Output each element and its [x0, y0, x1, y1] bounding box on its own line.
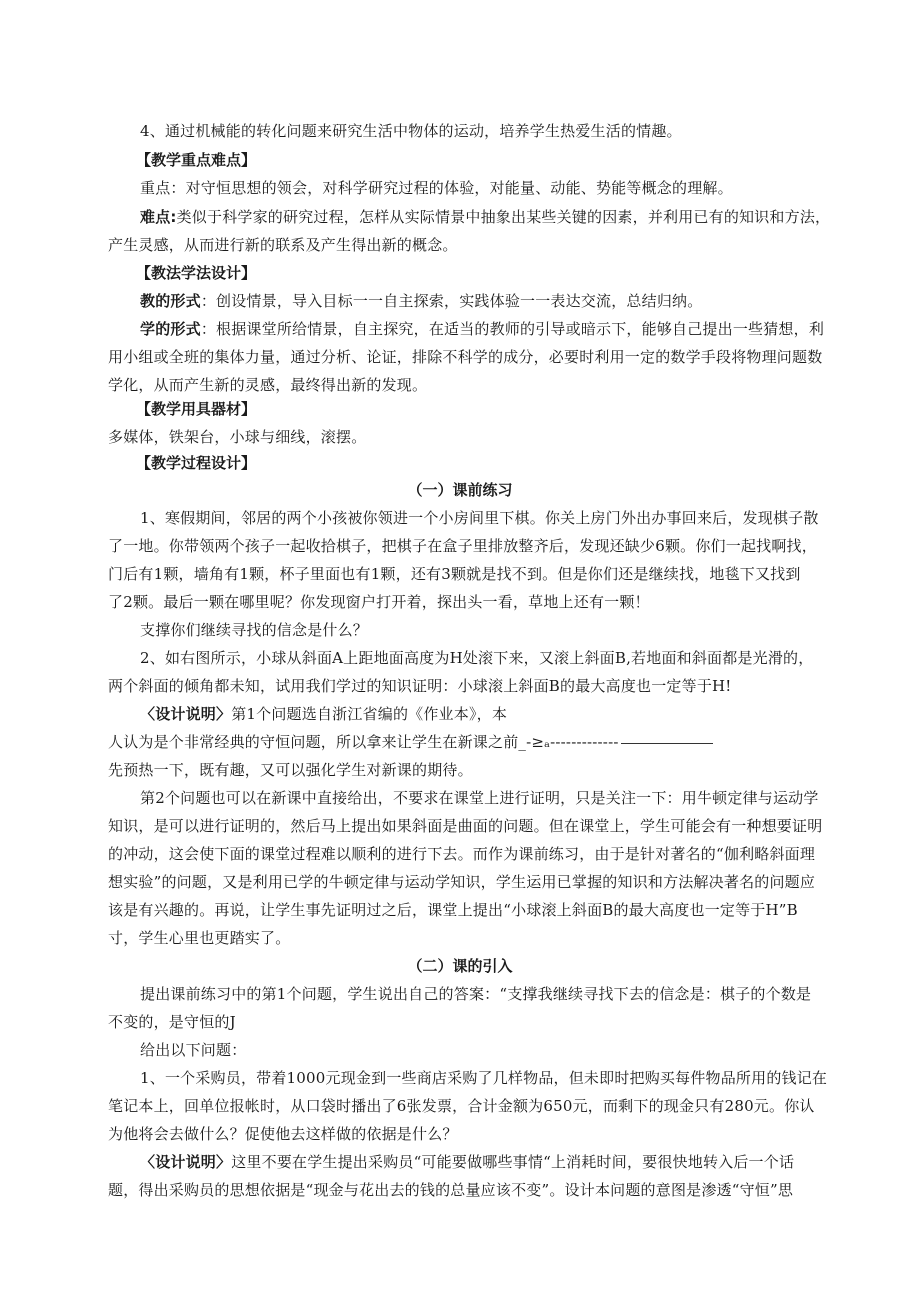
design-note-1-text: 第1个问题选自浙江省编的《作业本》，本: [231, 705, 508, 723]
heading-process: 【教学过程设计】: [136, 454, 257, 472]
question-1-line-4: 了2颗。最后一颗在哪里呢？你发现窗户打开着，探出头一看，草地上还有一颗！: [108, 593, 650, 611]
design-note-1: [140, 703, 507, 724]
design-note-1-cont-text: 人认为是个非常经典的守恒问题，所以拿来让学生在新课之前_-≥ₐ-------------: [108, 733, 619, 751]
difficult-points-cont: 产生灵感，从而进行新的联系及产生得出新的概念。: [108, 236, 458, 254]
learn-label: 学的形式: [140, 320, 201, 338]
question-1-line-5: 支撑你们继续寻找的信念是什么？: [140, 621, 369, 639]
teach-text: ：创设情景，导入目标一一自主探索，实践体验一一表达交流，总结归纳。: [200, 292, 703, 310]
para-2-line-5: 该是有兴趣的。再说，让学生事先证明过之后，课堂上提出“小球滚上斜面B的最大高度也一定等于H”B: [108, 901, 798, 919]
design-note-1-cont-2: 先预热一下，既有趣，又可以强化学生对新课的期待。: [108, 761, 473, 779]
buyer-question-line-1: 1、一个采购员，带着1000元现金到一些商店采购了几样物品，但未即时把购买每件物品所用的钱记在: [140, 1069, 828, 1087]
design-note-2-cont: 题，得出采购员的思想依据是“现金与花出去的钱的总量应该不变”。设计本问题的意图是渗透“守恒”思: [108, 1181, 794, 1199]
give-questions: 给出以下问题：: [140, 1041, 247, 1059]
para-2-line-2: 知识，是可以进行证明的，然后马上提出如果斜面是曲面的问题。但在课堂上，学生可能会有一种想要证明: [108, 817, 823, 835]
question-2-line-1: 2、如右图所示，小球从斜面A上距地面高度为H处滚下来，又滚上斜面B,若地面和斜面都是光滑的，: [140, 649, 814, 667]
question-2-line-2: 两个斜面的倾角都未知，试用我们学过的知识证明：小球滚上斜面B的最大高度也一定等于H!: [108, 677, 732, 695]
learn-form-cont-1: 用小组或全班的集体力量，通过分析、论证，排除不科学的成分，必要时利用一定的数学手段将物理问题数: [108, 348, 823, 366]
heading-method: 【教法学法设计】: [136, 264, 257, 282]
para-2-line-1: 第2个问题也可以在新课中直接给出，不要求在课堂上进行证明，只是关注一下：用牛顿定律与运动学: [140, 789, 819, 807]
para-2-line-6: 寸，学生心里也更踏实了。: [108, 929, 291, 947]
difficult-points: [140, 206, 830, 227]
para-2-line-4: 想实验”的问题，又是利用已学的牛顿定律与运动学知识，学生运用已掌握的知识和方法解决著名的问题应: [108, 873, 816, 891]
difficult-label: 难点:: [140, 208, 177, 226]
objective-4: 4、通过机械能的转化问题来研究生活中物体的运动，培养学生热爱生活的情趣。: [140, 122, 682, 140]
difficult-text: 类似于科学家的研究过程，怎样从实际情景中抽象出某些关键的因素，并利用已有的知识和方法，: [176, 208, 831, 226]
intro-line-2: 不变的，是守恒的J: [108, 1013, 236, 1031]
buyer-question-line-3: 为他将会去做什么？促使他去这样做的依据是什么？: [108, 1125, 458, 1143]
teach-form: [140, 290, 702, 311]
intro-line-1: 提出课前练习中的第1个问题，学生说出自己的答案：“支撑我继续寻找下去的信念是：棋子的个数是: [140, 985, 812, 1003]
question-1-line-3: 门后有1颗，墙角有1颗，杯子里面也有1颗，还有3颗就是找不到。但是你们还是继续找，地毯下又找到: [108, 565, 801, 583]
question-1-line-1: 1、寒假期间，邻居的两个小孩被你领进一个小房间里下棋。你关上房门外出办事回来后，发现棋子散: [140, 509, 819, 527]
question-1-line-2: 了一地。你带领两个孩子一起收拾棋子，把棋子在盒子里排放整齐后，发现还缺少6颗。你们一起找啊找，: [108, 537, 817, 555]
blank-line: [621, 743, 713, 744]
learn-form: [140, 318, 824, 339]
teach-label: 教的形式: [140, 292, 201, 310]
design-note-2: [140, 1151, 794, 1172]
design-note-1-label: 〈设计说明〉: [140, 705, 232, 723]
design-note-2-text: 这里不要在学生提出采购员“可能要做哪些事情“上消耗时间，要很快地转入后一个话: [231, 1153, 795, 1171]
buyer-question-line-2: 笔记本上，回单位报帐时，从口袋时播出了6张发票，合计金额为650元，而剩下的现金只有280元。你认: [108, 1097, 815, 1115]
tools-list: 多媒体，铁架台，小球与细线，滚摆。: [108, 428, 367, 446]
heading-key-difficult: 【教学重点难点】: [136, 151, 257, 169]
section-2-title: （二）课的引入: [407, 957, 513, 975]
design-note-2-label: 〈设计说明〉: [140, 1153, 232, 1171]
learn-form-cont-2: 学化，从而产生新的灵感，最终得出新的发现。: [108, 376, 428, 394]
section-1-title: （一）课前练习: [407, 481, 513, 499]
learn-text: ：根据课堂所给情景，自主探究，在适当的教师的引导或暗示下，能够自己提出一些猜想，利: [200, 320, 825, 338]
heading-tools: 【教学用具器材】: [136, 400, 257, 418]
para-2-line-3: 的冲动，这会使下面的课堂过程难以顺利的进行下去。而作为课前练习，由于是针对著名的“伽利略斜面理: [108, 845, 816, 863]
key-points: 重点：对守恒思想的领会，对科学研究过程的体验，对能量、动能、势能等概念的理解。: [140, 179, 733, 197]
design-note-1-cont: [108, 731, 713, 752]
